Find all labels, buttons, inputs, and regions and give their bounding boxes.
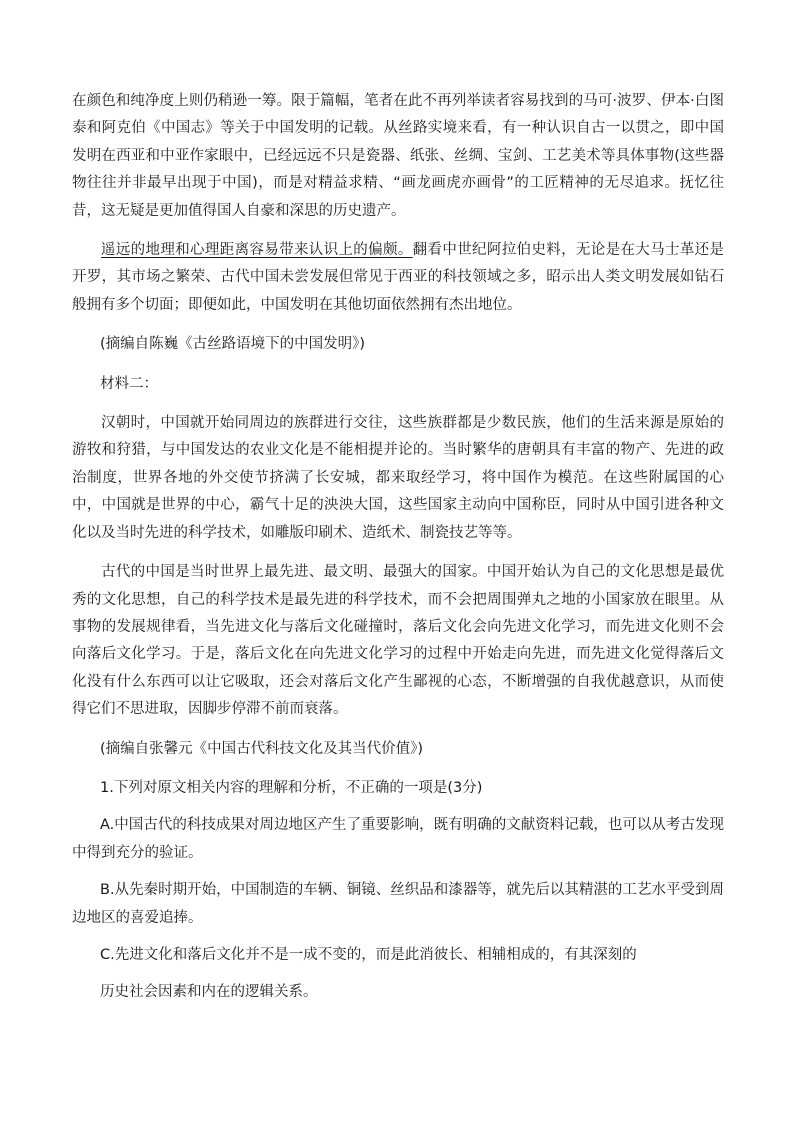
option-b: B.从先秦时期开始，中国制造的车辆、铜镜、丝织品和漆器等，就先后以其精湛的工艺水平受到周边地区的喜爱追捧。 — [72, 882, 724, 926]
question-stem: 1.下列对原文相关内容的理解和分析，不正确的一项是(3分) — [100, 779, 483, 796]
paragraph-ancient-china: 古代的中国是当时世界上最先进、最文明、最强大的国家。中国开始认为自己的文化思想是最优秀的文化思想，自己的科学技术是最先进的科学技术，而不会把周围弹丸之地的小国家放在眼里。从事物的发展规律看，当先进文化与落后文化碰撞时，落后文化会向先进文化学习，而先进文化则不会向落后文化学习。于是，落后文化在向先进文化学习的过程中开始走向先进，而先进文化觉得落后文化没有什么东西可以让它吸取，还会对落后文化产生鄙视的心态，不断增强的自我优越意识，从而使得它们不思进取，因脚步停滞不前而衰落。 — [72, 564, 724, 718]
option-c-line-1: C.先进文化和落后文化并不是一成不变的，而是此消彼长、相辅相成的，有其深刻的 — [100, 946, 637, 963]
paragraph-continuation: 在颜色和纯净度上则仍稍逊一筹。限于篇幅，笔者在此不再列举读者容易找到的马可·波罗、伊本·白图泰和阿克伯《中国志》等关于中国发明的记载。从丝路实境来看，有一种认识自古一以贯之，即中国发明在西亚和中亚作家眼中，已经远远不只是瓷器、纸张、丝绸、宝剑、工艺美术等具体事物(这些器物往往并非最早出现于中国)，而是对精益求精、“画龙画虎亦画骨”的工匠精神的无尽追求。抚忆往昔，这无疑是更加值得国人自豪和深思的历史遗产。 — [72, 93, 724, 219]
paragraph-han-dynasty: 汉朝时，中国就开始同周边的族群进行交往，这些族群都是少数民族，他们的生活来源是原始的游牧和狩猎，与中国发达的农业文化是不能相提并论的。当时繁华的唐朝具有丰富的物产、先进的政治制度，世界各地的外交使节挤满了长安城，都来取经学习，将中国作为模范。在这些附属国的心中，中国就是世界的中心，霸气十足的泱泱大国，这些国家主动向中国称臣，同时从中国引进各种文化以及当时先进的科学技术，如雕版印刷术、造纸术、制瓷技艺等等。 — [72, 415, 724, 541]
option-c-line-2: 历史社会因素和内在的逻辑关系。 — [100, 984, 318, 1001]
paragraph-geography-rest: 翻看中世纪阿拉伯史料，无论是在大马士革还是开罗，其市场之繁荣、古代中国未尝发展但常见于西亚的科技领域之多，昭示出人类文明发展如钻石般拥有多个切面；即便如此，中国发明在其他切面依然拥有杰出地位。 — [72, 242, 724, 313]
underlined-sentence: 遥远的地理和心理距离容易带来认识上的偏颇。 — [101, 242, 413, 259]
source-citation-1: (摘编自陈巍《古丝路语境下的中国发明》) — [100, 336, 366, 353]
source-citation-2: (摘编自张馨元《中国古代科技文化及其当代价值》) — [100, 740, 424, 757]
option-a: A.中国古代的科技成果对周边地区产生了重要影响，既有明确的文献资料记载，也可以从考古发现中得到充分的验证。 — [72, 817, 724, 861]
material-2-heading: 材料二： — [100, 375, 158, 392]
document-page — [72, 88, 724, 1017]
paragraph-geography — [72, 237, 724, 319]
